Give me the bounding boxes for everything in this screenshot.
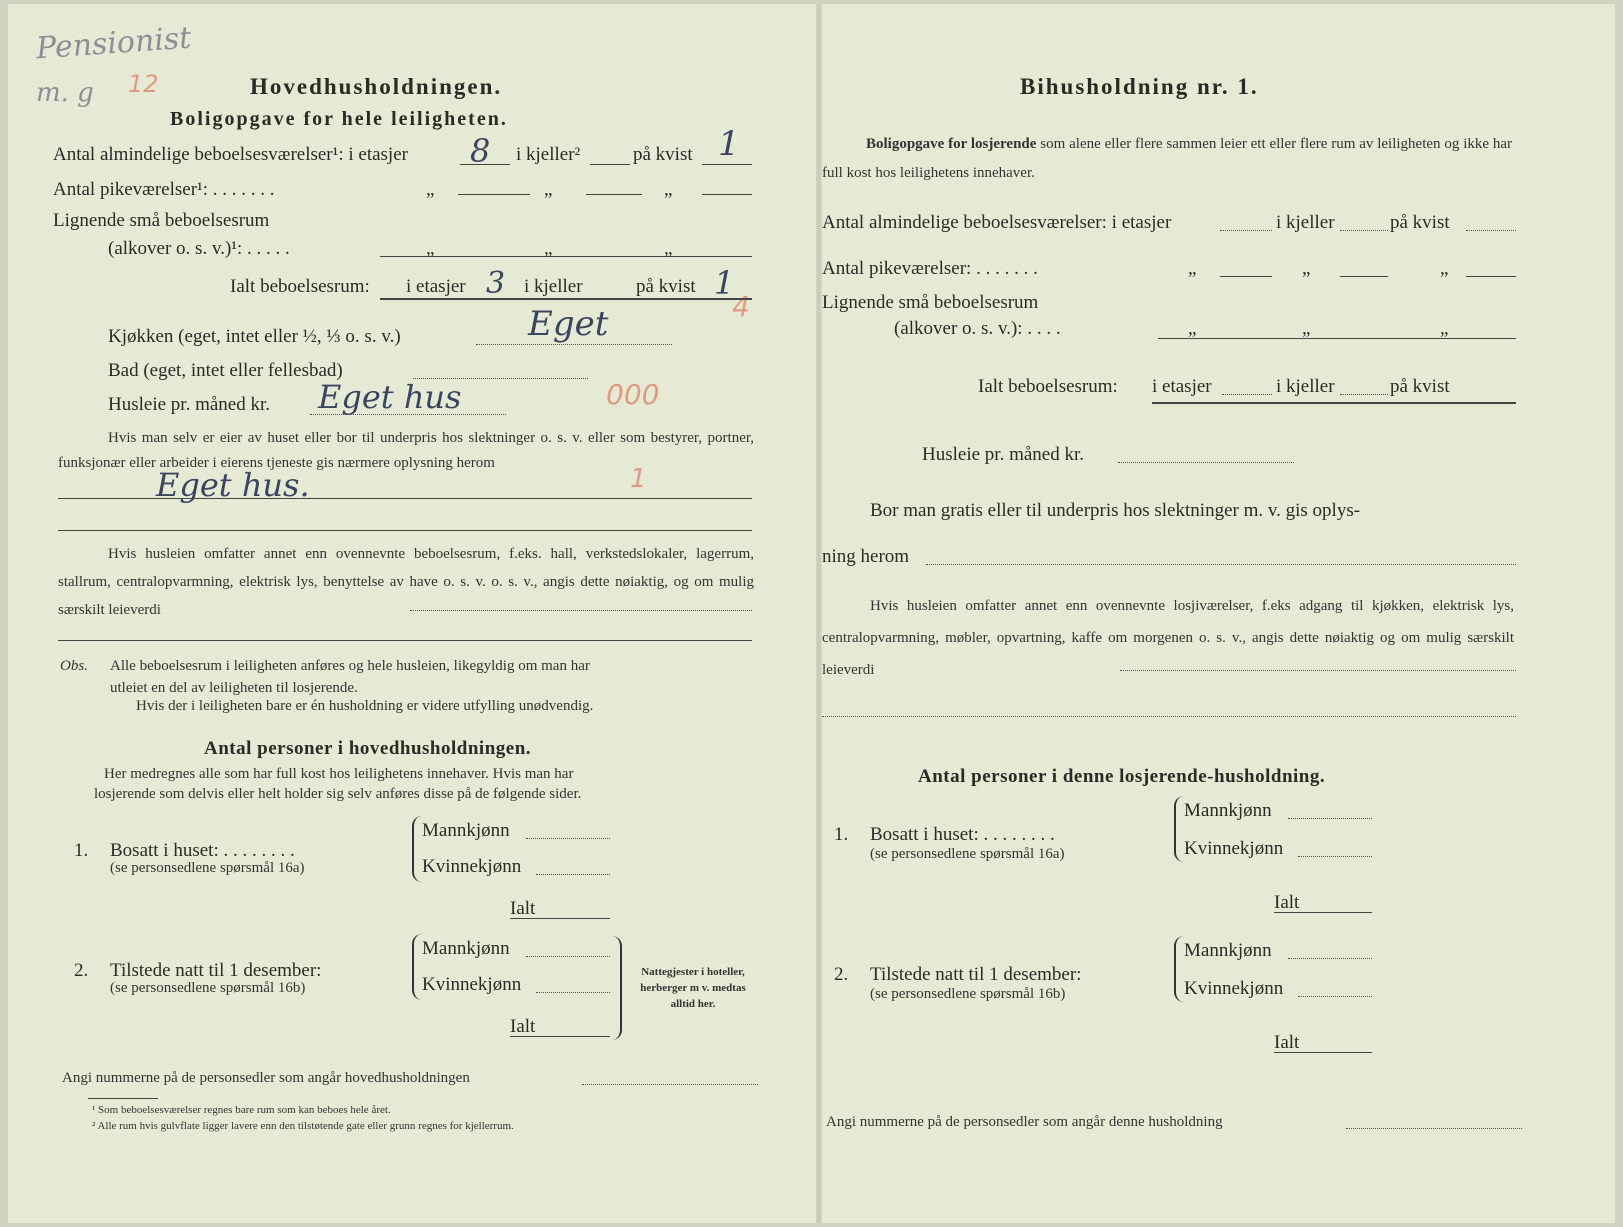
present-brace	[412, 934, 422, 1000]
lodger-present-female-line[interactable]	[1298, 996, 1372, 997]
lodger-present-total-label: Ialt	[1274, 1032, 1300, 1053]
persons-note-2: losjerende som delvis eller helt holder sig selv anføres disse på de følgende sider.	[94, 786, 582, 802]
lodger-resident-number: 1.	[834, 824, 849, 845]
owner-info-line-1	[58, 498, 752, 499]
rent-red-note: 000	[606, 378, 660, 411]
resident-sub: (se personsedlene spørsmål 16a)	[110, 860, 305, 876]
lodger-total-line[interactable]	[1152, 402, 1516, 404]
lodger-total-etasjer-line[interactable]	[1222, 394, 1272, 395]
right-numbers-label: Angi nummerne på de personsedler som angår denne husholdning	[826, 1114, 1223, 1130]
lodger-alcove-label: Lignende små beboelsesrum	[822, 292, 1039, 313]
rent-value[interactable]: Eget hus	[318, 378, 462, 416]
lodger-resident-total-label: Ialt	[1274, 892, 1300, 913]
rooms-kjeller-line[interactable]	[590, 164, 630, 165]
ditto-mark: „	[544, 179, 553, 200]
rent-line	[310, 414, 506, 415]
right-numbers-line[interactable]	[1346, 1128, 1522, 1129]
lodger-alcove-line[interactable]	[1158, 338, 1516, 339]
owner-info-red-note: 1	[630, 464, 647, 494]
left-persons-heading: Antal personer i hovedhusholdningen.	[204, 738, 532, 759]
lodger-present-female-label: Kvinnekjønn	[1184, 978, 1284, 999]
right-title: Bihusholdning nr. 1.	[1020, 74, 1259, 99]
lodger-rent-includes-line-1[interactable]	[1120, 670, 1516, 671]
resident-label: Bosatt i huset: . . . . . . . .	[110, 840, 295, 861]
owner-info-value[interactable]: Eget hus.	[156, 466, 310, 504]
rooms-kvist-line	[702, 164, 752, 165]
footnote-2: ² Alle rum hvis gulvflate ligger lavere enn den tilstøtende gate eller grunn regnes for kjellerrum.	[92, 1120, 514, 1132]
lodger-total-label: Ialt beboelsesrum:	[978, 376, 1118, 397]
lodger-resident-total-line[interactable]	[1274, 912, 1372, 913]
footnote-1: ¹ Som beboelsesværelser regnes bare rum som kan beboes hele året.	[92, 1104, 391, 1116]
rent-includes-line-2[interactable]	[58, 640, 752, 641]
corner-pencil-note: Pensionist	[34, 20, 193, 67]
lodger-rooms-kvist-label: på kvist	[1390, 212, 1450, 233]
lodger-maid-rooms-label: Antal pikeværelser: . . . . . . .	[822, 258, 1038, 279]
lodger-rooms-kvist-line[interactable]	[1466, 230, 1516, 231]
rooms-etasjer-value[interactable]: 8	[470, 132, 491, 170]
resident-number: 1.	[74, 840, 89, 861]
lodger-resident-female-line[interactable]	[1298, 856, 1372, 857]
right-persons-heading: Antal personer i denne losjerende-husholdning.	[918, 766, 1326, 787]
total-kvist-value[interactable]: 1	[714, 264, 735, 302]
kitchen-label: Kjøkken (eget, intet eller ½, ⅓ o. s. v.)	[108, 326, 401, 347]
resident-brace	[412, 816, 422, 882]
present-total-label: Ialt	[510, 1016, 536, 1037]
right-page-lodger-household	[822, 4, 1615, 1223]
lodger-resident-sub: (se personsedlene spørsmål 16a)	[870, 846, 1065, 862]
present-sub: (se personsedlene spørsmål 16b)	[110, 980, 306, 996]
lodger-rooms-etasjer-line[interactable]	[1220, 230, 1272, 231]
alcove-sub-label: (alkover o. s. v.)¹: . . . . .	[108, 238, 290, 259]
maid-rooms-label: Antal pikeværelser¹: . . . . . . .	[53, 179, 275, 200]
lodger-rent-includes-paragraph: Hvis husleien omfatter annet enn ovennevnte losjiværelser, f.eks adgang til kjøkken, elektrisk lys, centralopvarmning, møbler, opvartning, kaffe om morgenen o. s. v., angis dette nøiaktig og om mulig særskilt leieverdi	[822, 598, 1514, 678]
total-kjeller-label: i kjeller	[524, 276, 583, 297]
alcove-label: Lignende små beboelsesrum	[53, 210, 270, 231]
lodger-rooms-label: Antal almindelige beboelsesværelser: i etasjer	[822, 212, 1172, 233]
obs-line-3: Hvis der i leiligheten bare er én husholdning er videre utfylling unødvendig.	[136, 698, 594, 714]
kitchen-value[interactable]: Eget	[528, 304, 609, 344]
kitchen-line	[476, 344, 672, 345]
corner-red-number: 12	[128, 70, 159, 98]
lodger-resident-male-line[interactable]	[1288, 818, 1372, 819]
ditto-mark: „	[1302, 318, 1311, 339]
lodger-present-brace	[1174, 936, 1184, 1002]
lodger-total-kvist-label: på kvist	[1390, 376, 1450, 397]
present-female-line[interactable]	[536, 992, 610, 993]
lodger-present-male-label: Mannkjønn	[1184, 940, 1272, 961]
rooms-kvist-label: på kvist	[633, 144, 693, 165]
rent-label: Husleie pr. måned kr.	[108, 394, 270, 415]
resident-total-line[interactable]	[510, 918, 610, 919]
ditto-mark: „	[1188, 318, 1197, 339]
lodger-total-kjeller-line[interactable]	[1340, 394, 1388, 395]
lodger-present-male-line[interactable]	[1288, 958, 1372, 959]
ditto-mark: „	[664, 179, 673, 200]
ditto-mark: „	[426, 238, 435, 259]
present-label: Tilstede natt til 1 desember:	[110, 960, 322, 981]
owner-info-paragraph: Hvis man selv er eier av huset eller bor til underpris hos slektninger o. s. v. eller som bestyrer, portner, funksjonær eller arbeider i eierens tjeneste gis nærmere oplysning herom	[58, 430, 754, 471]
resident-female-line[interactable]	[536, 874, 610, 875]
rooms-kvist-value[interactable]: 1	[718, 124, 740, 164]
present-male-label: Mannkjønn	[422, 938, 510, 959]
lodger-present-label: Tilstede natt til 1 desember:	[870, 964, 1082, 985]
corner-mg-note: m. g	[36, 78, 94, 108]
lodger-resident-brace	[1174, 796, 1184, 862]
lodger-rent-label: Husleie pr. måned kr.	[922, 444, 1084, 465]
lodger-present-number: 2.	[834, 964, 849, 985]
left-page-main-household	[8, 4, 816, 1223]
ditto-mark: „	[544, 238, 553, 259]
lodger-free-line[interactable]	[926, 564, 1516, 565]
rent-includes-paragraph: Hvis husleien omfatter annet enn ovennevnte beboelsesrum, f.eks. hall, verkstedslokaler, lagerrum, stallrum, centralopvarmning, elektrisk lys, benyttelse av have o. s. v. o. s. v., angis dette nøiaktig, og om mulig særskilt leieverdi	[58, 546, 754, 618]
lodger-intro-bold: Boligopgave for losjerende	[866, 136, 1037, 152]
obs-line-1: Alle beboelsesrum i leiligheten anføres og hele husleien, likegyldig om man har	[110, 658, 590, 674]
total-rooms-line	[380, 298, 752, 300]
total-red-note: 4	[732, 290, 750, 323]
maid-kjeller-line[interactable]	[586, 194, 642, 195]
lodger-rent-includes-line-2[interactable]	[822, 716, 1516, 717]
lodger-maid-kjeller-line[interactable]	[1340, 276, 1388, 277]
maid-etasjer-line[interactable]	[458, 194, 530, 195]
census-form-sheet	[8, 4, 1615, 1223]
rent-includes-line-1[interactable]	[410, 610, 752, 611]
total-etasjer-value[interactable]: 3	[486, 266, 506, 301]
resident-female-label: Kvinnekjønn	[422, 856, 522, 877]
lodger-resident-female-label: Kvinnekjønn	[1184, 838, 1284, 859]
lodger-alcove-sub-label: (alkover o. s. v.): . . . .	[894, 318, 1061, 339]
resident-total-label: Ialt	[510, 898, 536, 919]
ditto-mark: „	[426, 179, 435, 200]
rooms-kjeller-label: i kjeller²	[516, 144, 581, 165]
lodger-resident-male-label: Mannkjønn	[1184, 800, 1272, 821]
lodger-maid-kvist-line[interactable]	[1466, 276, 1516, 277]
lodger-rent-line[interactable]	[1118, 462, 1294, 463]
left-numbers-label: Angi nummerne på de personsedler som angår hovedhusholdningen	[62, 1070, 470, 1086]
present-male-line[interactable]	[526, 956, 610, 957]
ditto-mark: „	[1440, 318, 1449, 339]
rooms-row-label: Antal almindelige beboelsesværelser¹: i etasjer	[53, 144, 408, 165]
left-title: Hovedhusholdningen.	[250, 74, 503, 99]
guests-note: Nattegjester i hoteller, herberger m v. medtas alltid her.	[640, 966, 746, 1010]
total-kvist-label: på kvist	[636, 276, 696, 297]
obs-line-2: utleiet en del av leiligheten til losjerende.	[110, 680, 358, 696]
obs-prefix: Obs.	[60, 658, 88, 674]
lodger-total-etasjer-label: i etasjer	[1152, 376, 1212, 397]
lodger-rooms-kjeller-label: i kjeller	[1276, 212, 1335, 233]
ditto-mark: „	[1302, 258, 1311, 279]
total-etasjer-label: i etasjer	[406, 276, 466, 297]
lodger-free-line-1: Bor man gratis eller til underpris hos slektninger m. v. gis oplys-	[870, 500, 1361, 521]
owner-info-line-2[interactable]	[58, 530, 752, 531]
left-subtitle: Boligopgave for hele leiligheten.	[170, 108, 508, 130]
ditto-mark: „	[1188, 258, 1197, 279]
lodger-present-sub: (se personsedlene spørsmål 16b)	[870, 986, 1066, 1002]
resident-male-line[interactable]	[526, 838, 610, 839]
guests-brace	[612, 936, 622, 1040]
lodger-maid-etasjer-line[interactable]	[1220, 276, 1272, 277]
lodger-free-line-2: ning herom	[822, 546, 910, 567]
bath-label: Bad (eget, intet eller fellesbad)	[108, 360, 343, 381]
left-numbers-line[interactable]	[582, 1084, 758, 1085]
lodger-total-kjeller-label: i kjeller	[1276, 376, 1335, 397]
lodger-intro	[822, 130, 1512, 188]
present-number: 2.	[74, 960, 89, 981]
maid-kvist-line[interactable]	[702, 194, 752, 195]
present-total-line[interactable]	[510, 1036, 610, 1037]
footnote-rule	[88, 1098, 158, 1099]
lodger-intro-rest: som alene eller flere sammen leier ett eller flere rum av leiligheten og ikke har full kost hos leilighetens innehaver.	[822, 136, 1513, 181]
resident-male-label: Mannkjønn	[422, 820, 510, 841]
ditto-mark: „	[1440, 258, 1449, 279]
ditto-mark: „	[664, 238, 673, 259]
lodger-present-total-line[interactable]	[1274, 1052, 1372, 1053]
present-female-label: Kvinnekjønn	[422, 974, 522, 995]
persons-note-1: Her medregnes alle som har full kost hos leilighetens innehaver. Hvis man har	[104, 766, 574, 782]
lodger-rooms-kjeller-line[interactable]	[1340, 230, 1388, 231]
lodger-resident-label: Bosatt i huset: . . . . . . . .	[870, 824, 1055, 845]
alcove-line[interactable]	[380, 256, 752, 257]
total-rooms-label: Ialt beboelsesrum:	[230, 276, 370, 297]
